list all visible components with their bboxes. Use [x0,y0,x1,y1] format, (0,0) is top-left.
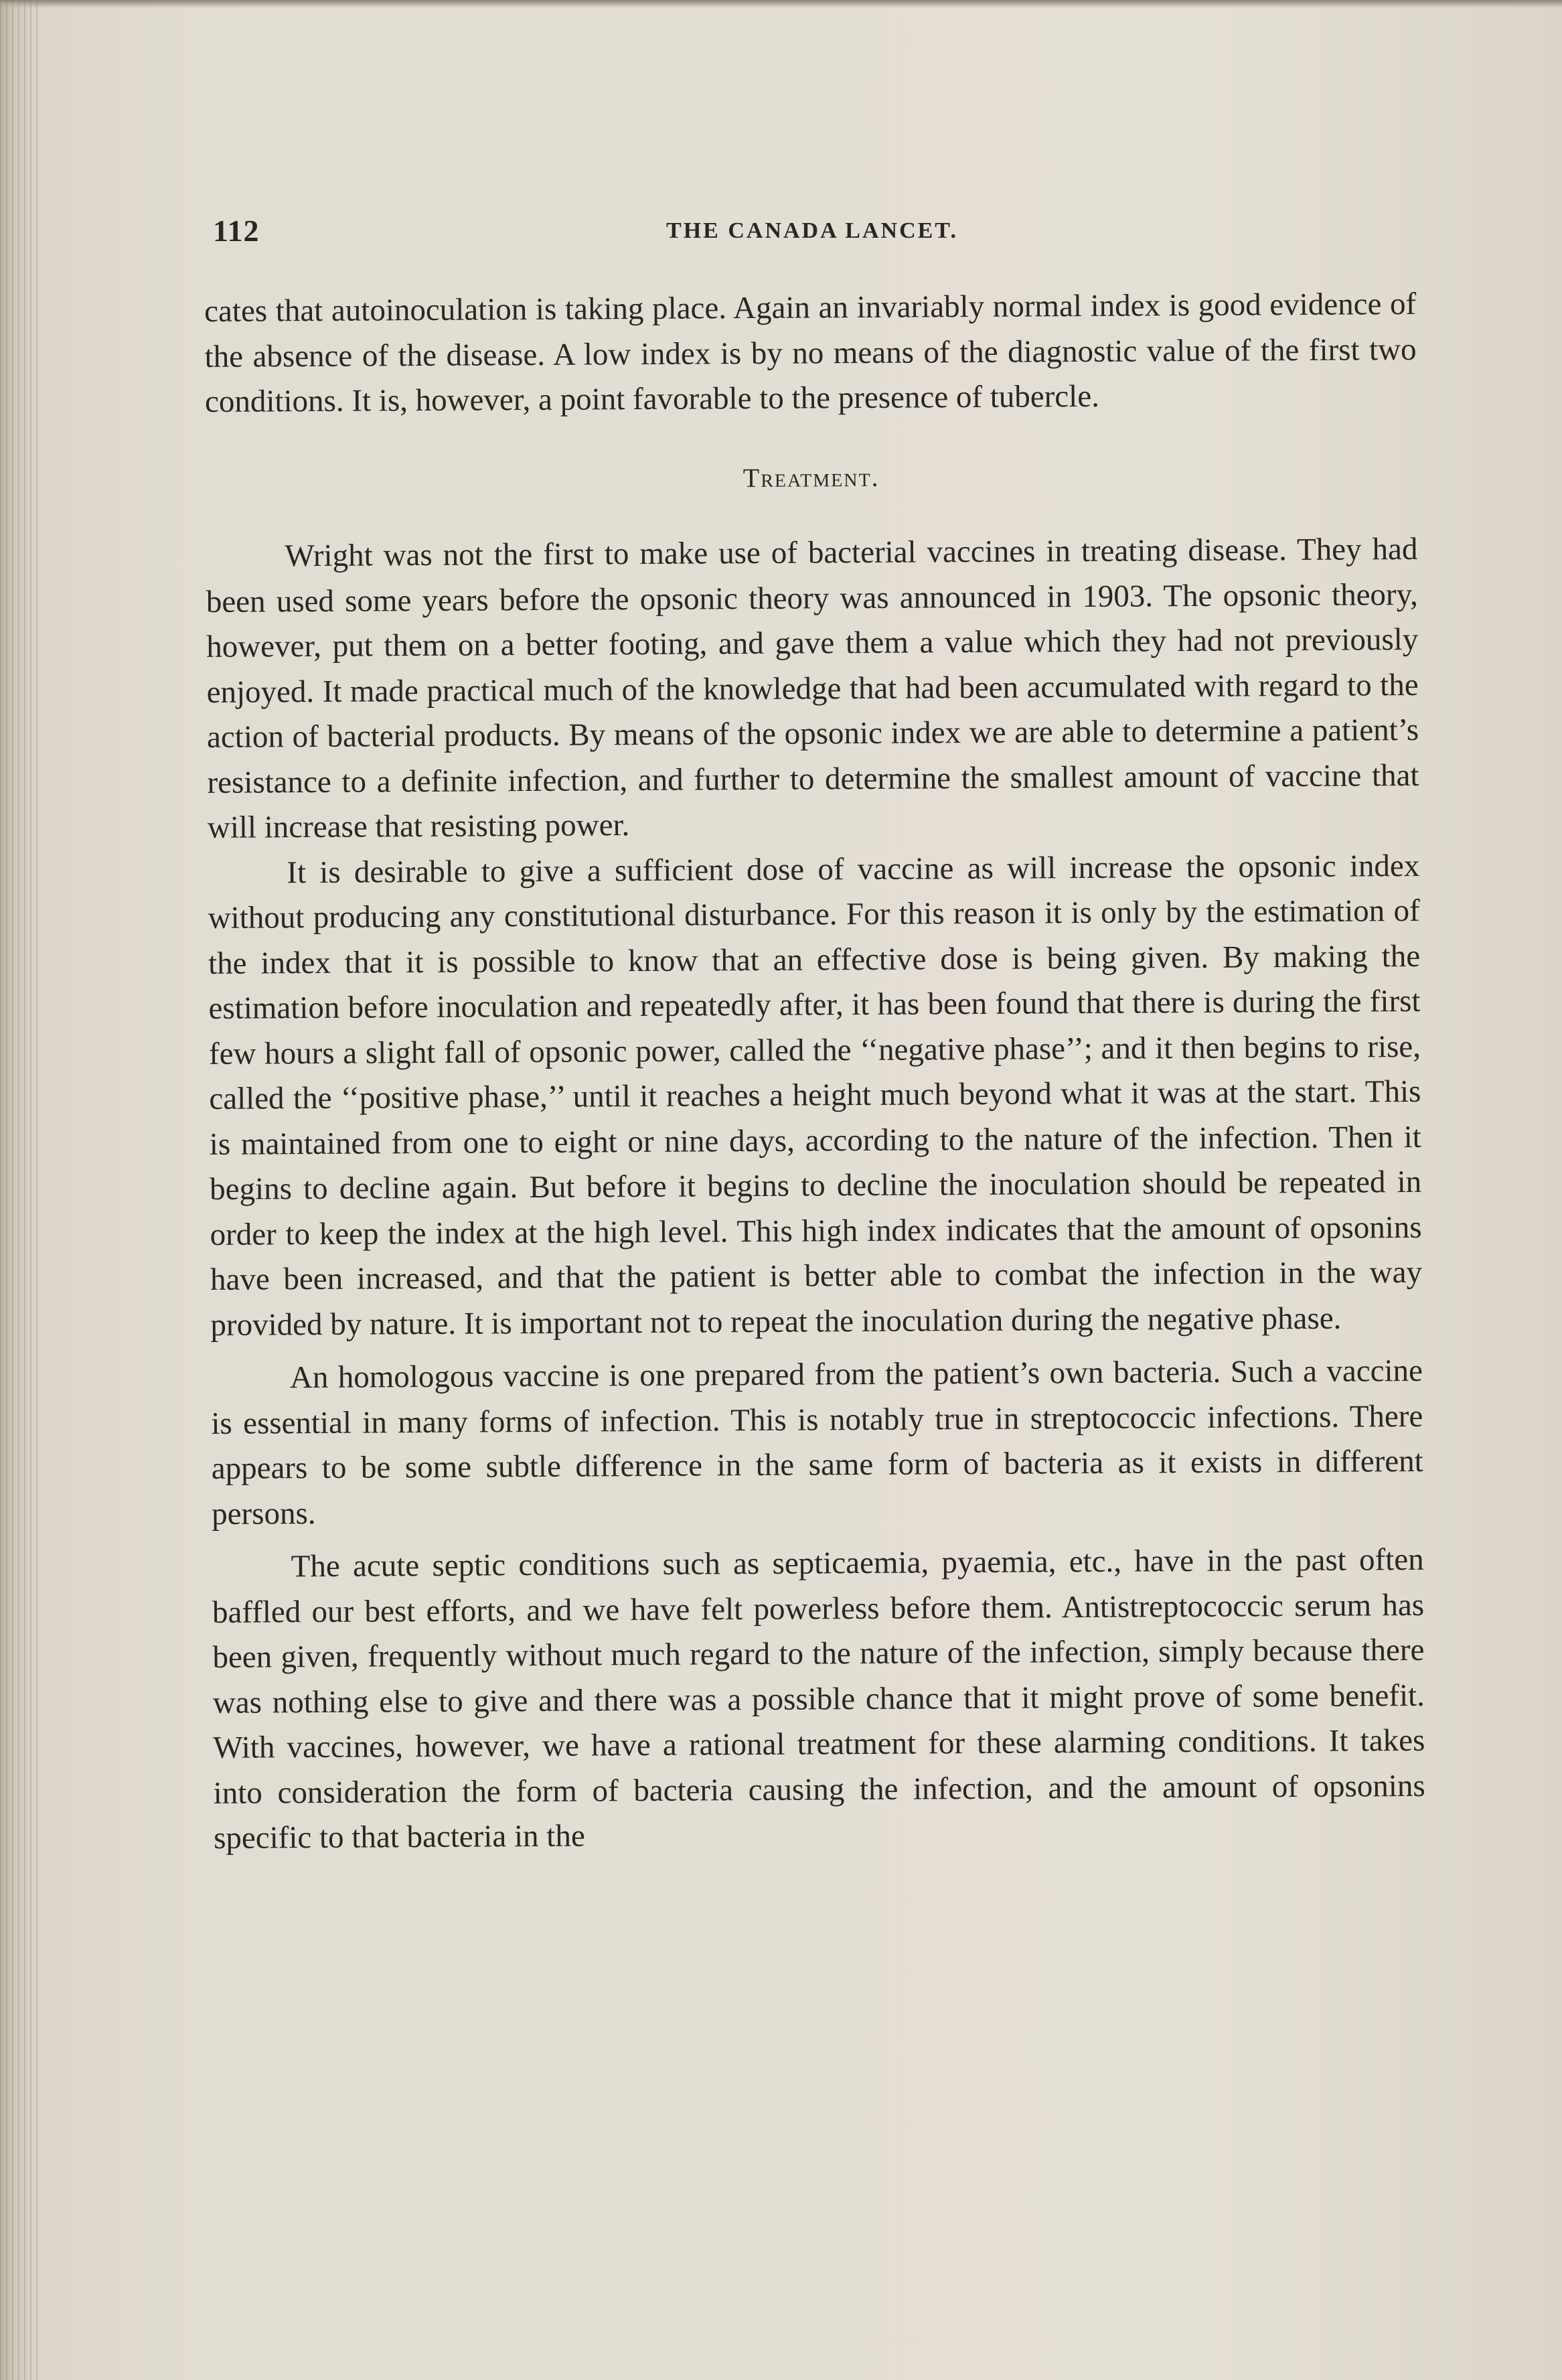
body-text [204,282,1425,1862]
page-number: 112 [213,214,260,248]
section-heading-treatment: Treatment. [743,461,880,493]
page-header [213,213,1411,260]
paragraph-septic-conditions: The acute septic conditions such as septicaemia, pyaemia, etc., have in the past often baffled our best efforts, and we have felt powerless before them. Antistreptococcic serum has been given, frequently without much regard to the nature of the infection, simply because there was nothing else to give and there was a possible chance that it might prove of some benefit. With vaccines, however, we have a rational treatment for these alarming conditions. It takes into consideration the form of bacteria causing the infection, and the amount of opsonins specific to that bacteria in the [212,1542,1425,1856]
paragraph-homologous-vaccine: An homologous vaccine is one prepared from the patient’s own bacteria. Such a vaccine is essential in many forms of infection. This is notably true in streptococcic infections. There appears to be some subtle difference in the same form of bacteria as it exists in different persons. [211,1353,1423,1532]
running-head: THE CANADA LANCET. [666,218,958,243]
paragraph-wright: Wright was not the first to make use of bacterial vaccines in treating disease. They had been used some years before the opsonic theory was announced in 1903. The opsonic theory, however, put them on a better footing, and gave them a value which they had not previously enjoyed. It made practical much of the knowledge that had been accumulated with regard to the action of bacterial products. By means of the opsonic index we are able to determine a patient’s resistance to a definite infection, and further to determine the smallest amount of vaccine that will increase that resisting power. [206,531,1419,845]
paragraph-continuation: cates that autoinoculation is taking place. Again an invariably normal index is good evidence of the absence of the disease. A low index is by no means of the diagnostic value of the first two conditions. It is, however, a point favorable to the presence of tubercle. [204,286,1417,419]
page-binding-edge [0,0,40,2380]
paragraph-dose: It is desirable to give a sufficient dose of vaccine as will increase the opsonic index without producing any constitutional disturbance. For this reason it is only by the estimation of the index that it is possible to know that an effective dose is being given. By making the estimation before inoculation and repeatedly after, it has been found that there is during the first few hours a slight fall of opsonic power, called the ‘‘negative phase’’; and it then begins to rise, called the ‘‘positive phase,’’ until it reaches a height much beyond what it was at the start. This is maintained from one to eight or nine days, according to the nature of the infection. Then it begins to decline again. But before it begins to decline the inoculation should be repeated in order to keep the index at the high level. This high index indicates that the amount of opsonins have been increased, and that the patient is better able to combat the infection in the way provided by nature. It is important not to repeat the inoculation during the negative phase. [208,848,1423,1343]
